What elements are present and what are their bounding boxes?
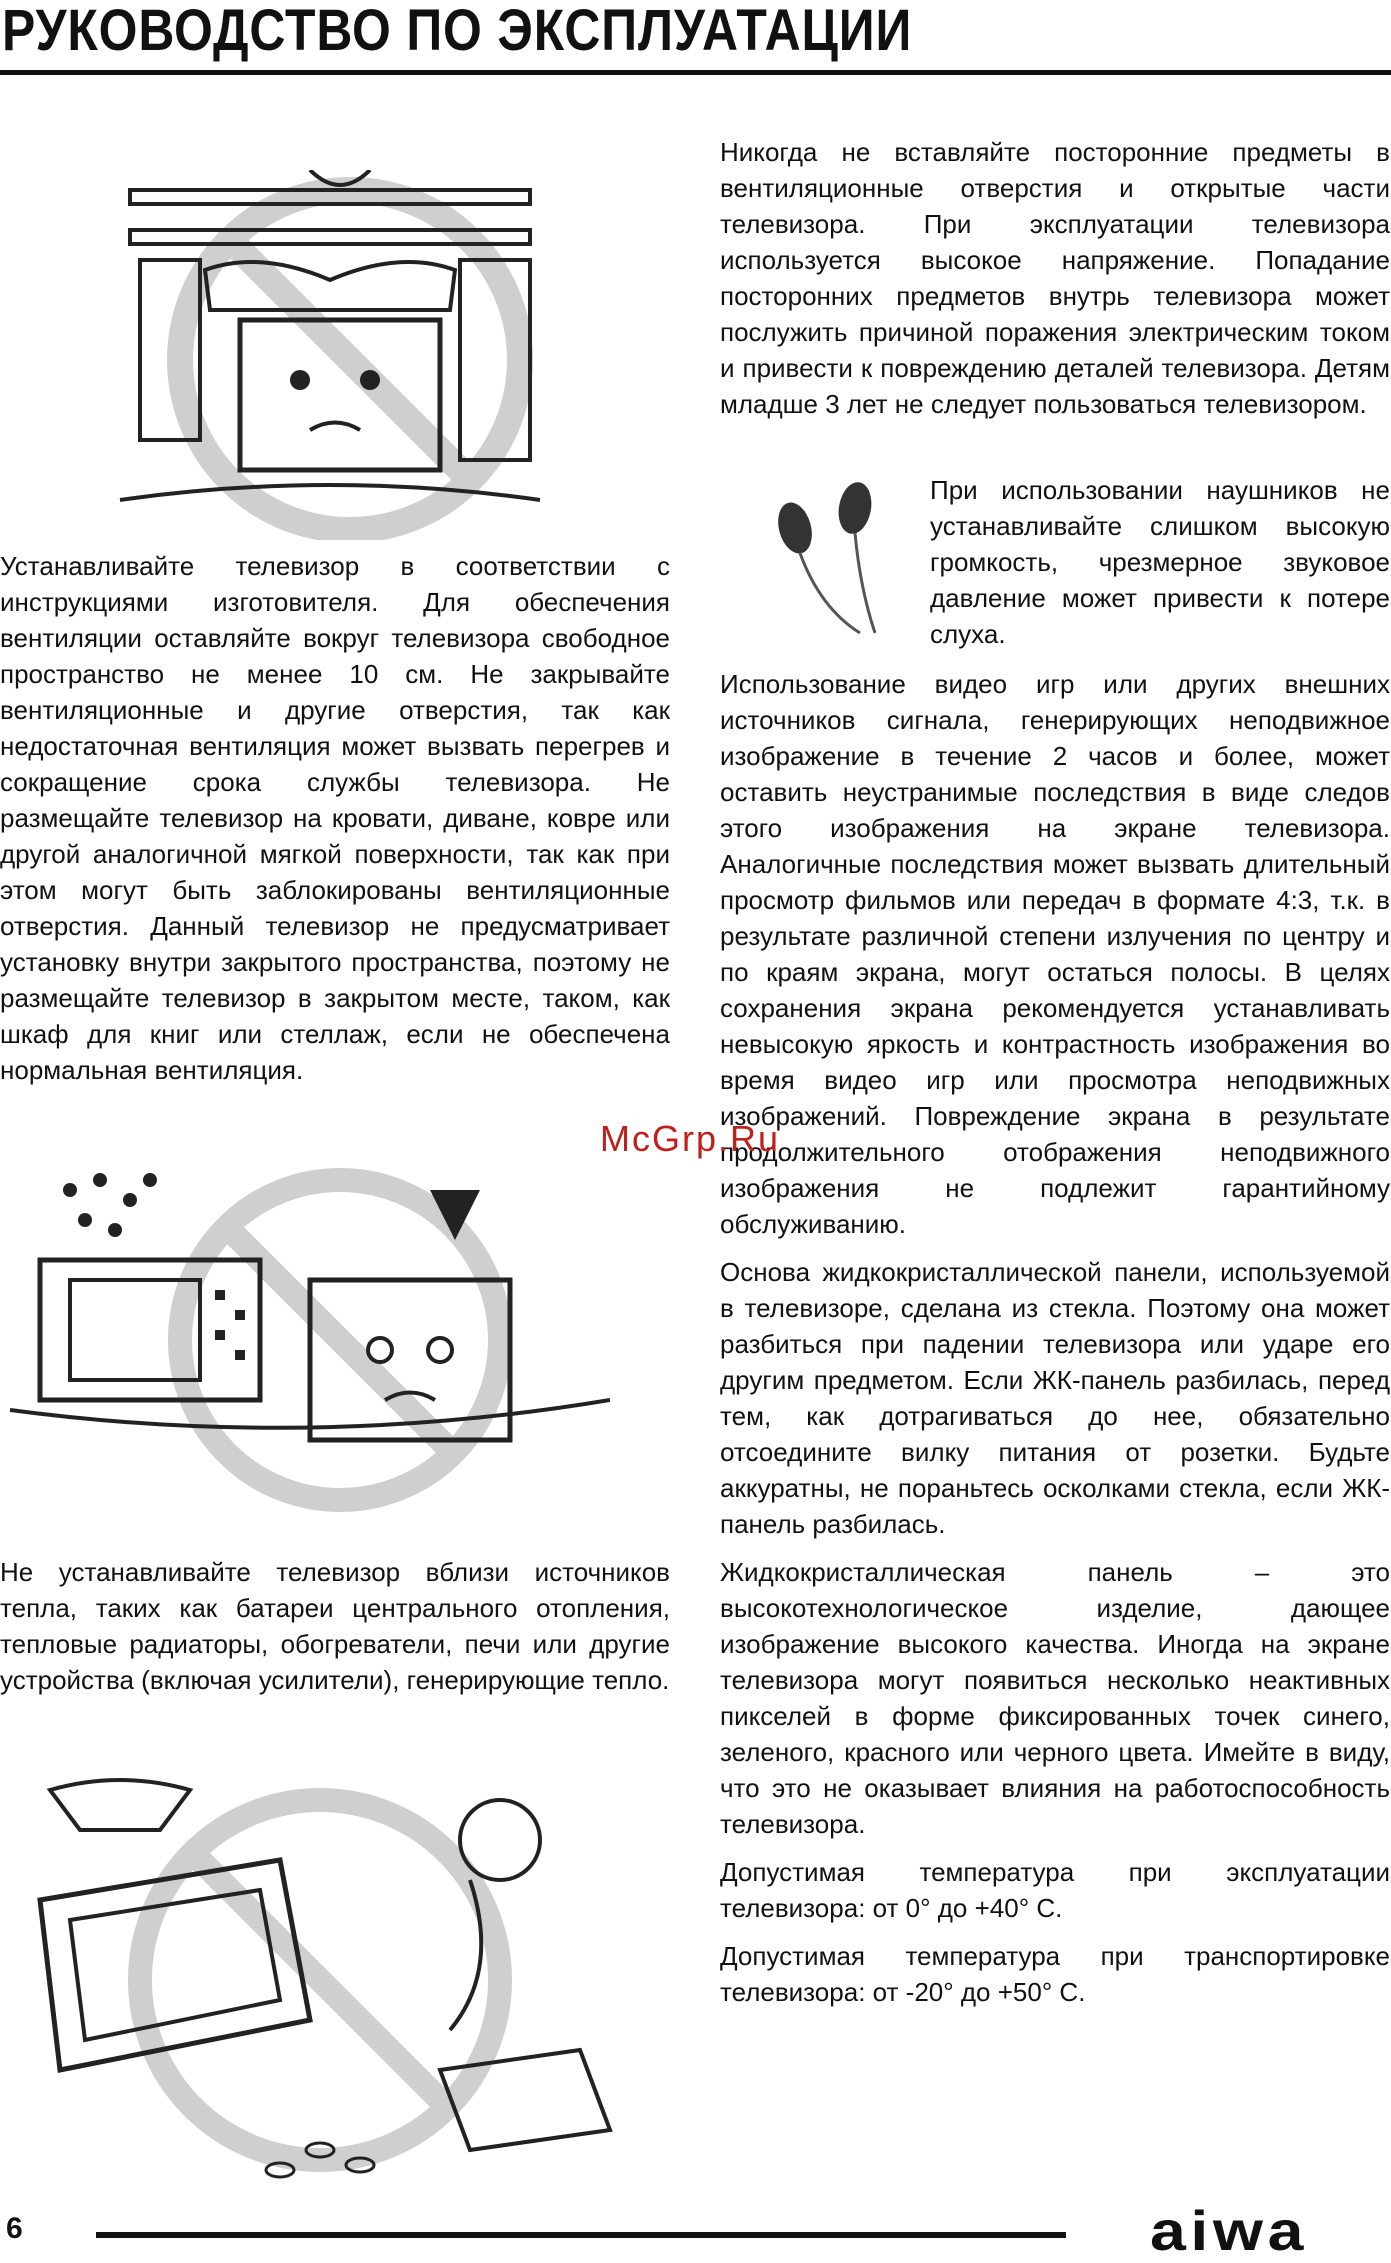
header-rule	[0, 70, 1391, 75]
page-number: 6	[6, 2212, 23, 2245]
operating-temp-paragraph: Допустимая температура при эксплуатации телевизора: от 0° до +40° С.	[720, 1857, 1390, 1923]
heat-source-illustration	[10, 1150, 610, 1520]
ventilation-paragraph: Устанавливайте телевизор в соответствии с инструкциями изготовителя. Для обеспечения вентиляции оставляйте вокруг телевизора свободное пространство не менее 10 см. Не закрывайте вентиляционные и другие отверстия, так как недостаточная вентиляция может вызвать перегрев и сокращение срока службы телевизора. Не размещайте телевизор на кровати, диване, ковре или другой аналогичной мягкой поверхности, так как при этом могут быть заблокированы вентиляционные отверстия. Данный телевизор не предусматривает установку внутри закрытого пространства, поэтому не размещайте телевизор в закрытом месте, таком, как шкаф для книг или стеллаж, если не обеспечена нормальная вентиляция.	[0, 551, 670, 1085]
footer-rule	[96, 2232, 1066, 2238]
headphones-paragraph: При использовании наушников не устанавливайте слишком высокую громкость, чрезмерное звуковое давление может привести к потере слуха.	[930, 475, 1390, 649]
pixels-paragraph: Жидкокристаллическая панель – это высокотехнологическое изделие, дающее изображение высокого качества. Иногда на экране телевизора могут появиться несколько неактивных пикселей в форме фиксированных точек синего, зеленого, красного или черного цвета. Имейте в виду, что это не оказывает влияния на работоспособность телевизора.	[720, 1557, 1390, 1839]
right-column-lower	[720, 666, 1390, 2022]
left-column-heat	[0, 1554, 670, 1710]
foreign-objects-paragraph: Никогда не вставляйте посторонние предметы в вентиляционные отверстия и открытые части телевизора. При эксплуатации телевизора используется высокое напряжение. Попадание посторонних предметов внутрь телевизора может послужить причиной поражения электрическим током и привести к повреждению деталей телевизора. Детям младше 3 лет не следует пользоваться телевизором.	[720, 137, 1390, 419]
headphones-illustration	[760, 478, 910, 638]
brand-logo: aiwa	[1150, 2199, 1309, 2262]
static-image-paragraph: Использование видео игр или других внешних источников сигнала, генерирующих неподвижное изображение в течение 2 часов и более, может оставить неустранимые последствия в виде следов этого изображения на экране телевизора. Аналогичные последствия может вызвать длительный просмотр фильмов или передач в формате 4:3, т.к. в результате различной степени излучения по центру и по краям экрана, могут остаться полосы. В целях сохранения экрана рекомендуется устанавливать невысокую яркость и контрастность изображения во время видео игр или просмотра неподвижных изображений. Повреждение экрана в результате продолжительного отображения неподвижного изображения не подлежит гарантийному обслуживанию.	[720, 669, 1390, 1239]
right-column	[720, 134, 1390, 434]
ventilation-illustration	[110, 170, 560, 540]
page-title: РУКОВОДСТВО ПО ЭКСПЛУАТАЦИИ	[2, 0, 913, 63]
fall-illustration	[20, 1770, 640, 2190]
glass-panel-paragraph: Основа жидкокристаллической панели, используемой в телевизоре, сделана из стекла. Поэтому она может разбиться при падении телевизора или ударе его другим предметом. Если ЖК-панель разбилась, перед тем, как дотрагиваться до нее, обязательно отсоедините вилку питания от розетки. Будьте аккуратны, не пораньтесь осколками стекла, если ЖК-панель разбилась.	[720, 1257, 1390, 1539]
left-column	[0, 548, 670, 1100]
transport-temp-paragraph: Допустимая температура при транспортировке телевизора: от -20° до +50° С.	[720, 1941, 1390, 2007]
watermark: McGrp.Ru	[600, 1118, 781, 1159]
heat-paragraph: Не устанавливайте телевизор вблизи источников тепла, таких как батареи центрального отопления, тепловые радиаторы, обогреватели, печи или другие устройства (включая усилители), генерирующие тепло.	[0, 1557, 670, 1695]
